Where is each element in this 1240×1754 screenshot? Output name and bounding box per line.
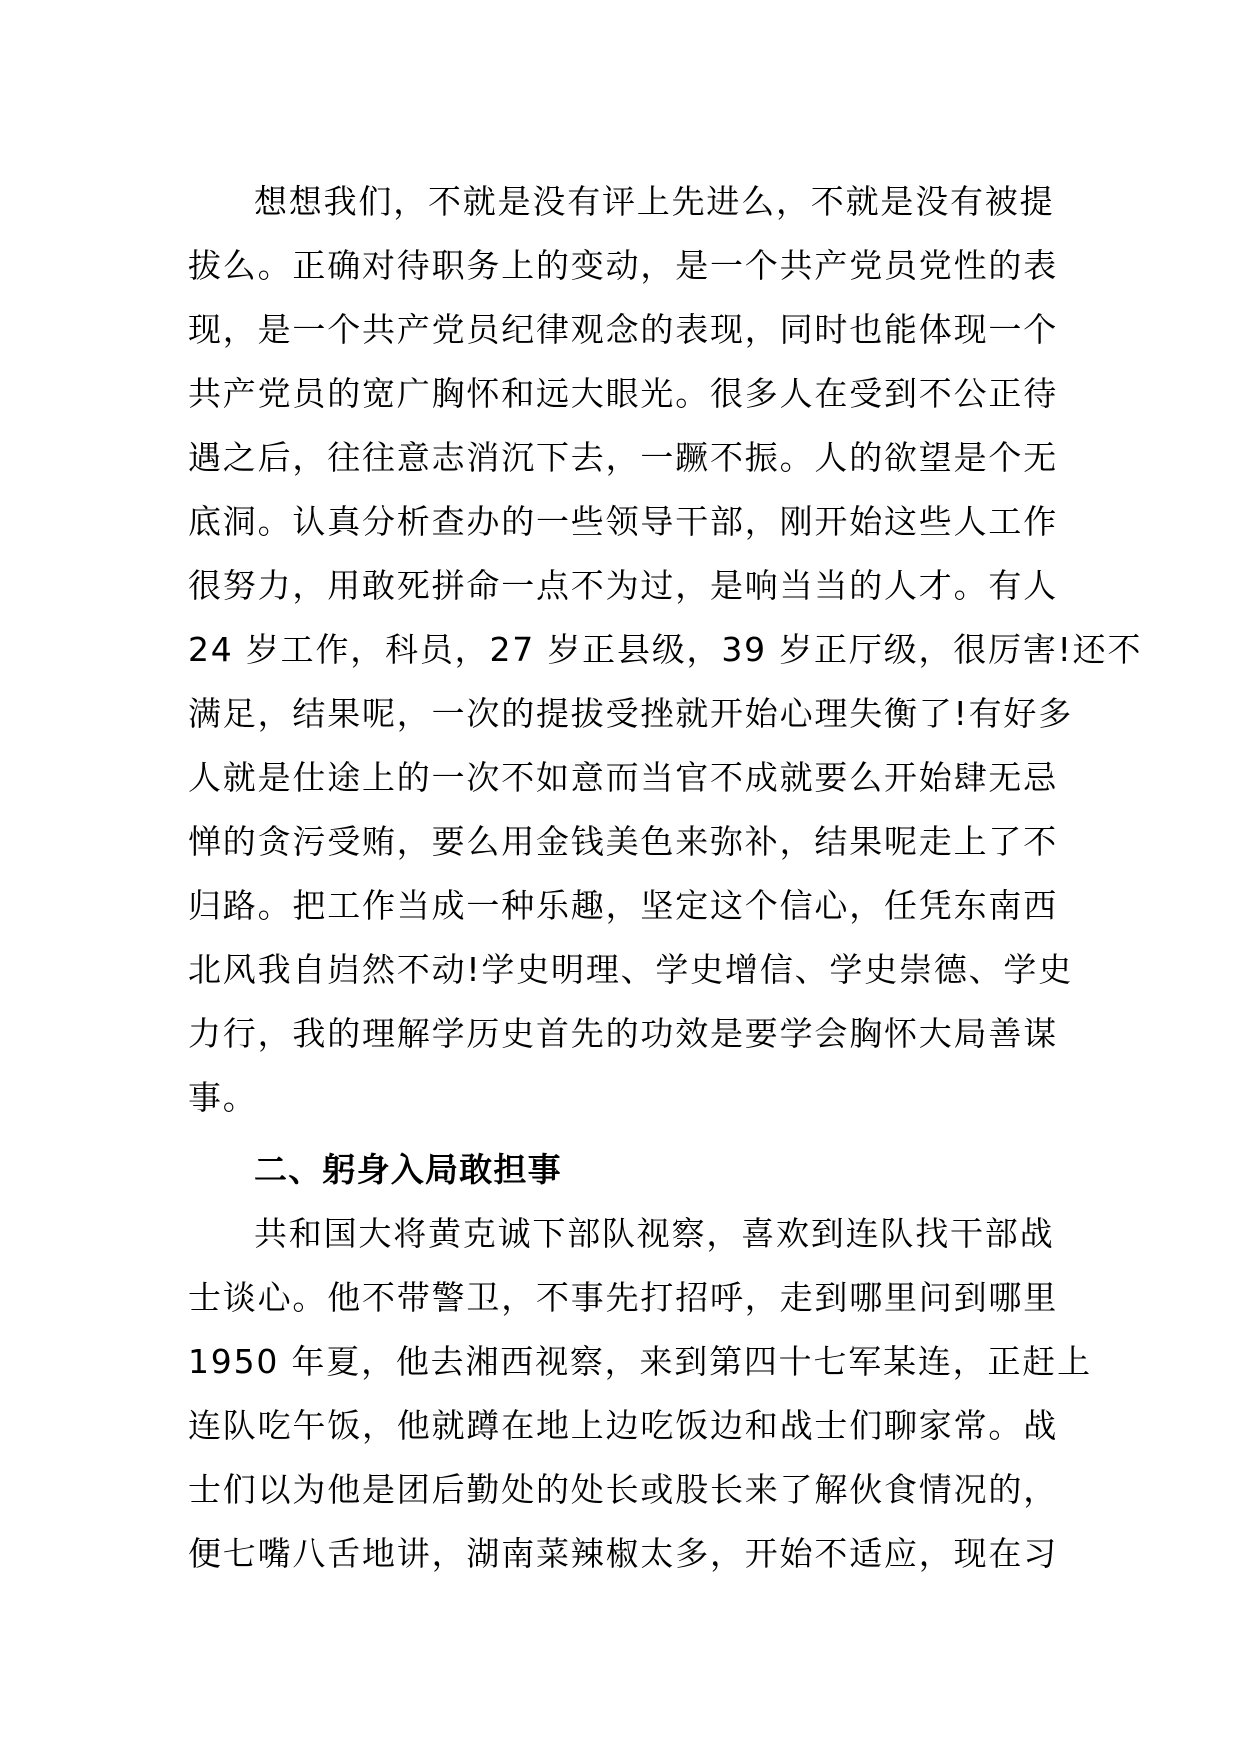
paragraph-line: 人就是仕途上的一次不如意而当官不成就要么开始肆无忌 <box>188 758 1058 797</box>
paragraph-line: 现，是一个共产党员纪律观念的表现，同时也能体现一个 <box>188 310 1058 349</box>
paragraph-line: 很努力，用敢死拼命一点不为过，是响当当的人才。有人 <box>188 566 1058 605</box>
paragraph-line: 士谈心。他不带警卫，不事先打招呼，走到哪里问到哪里 <box>188 1278 1058 1317</box>
paragraph-line: 力行，我的理解学历史首先的功效是要学会胸怀大局善谋 <box>188 1014 1058 1053</box>
paragraph-line: 士们以为他是团后勤处的处长或股长来了解伙食情况的， <box>188 1470 1058 1509</box>
paragraph-line: 拔么。正确对待职务上的变动，是一个共产党员党性的表 <box>188 246 1058 285</box>
paragraph-line: 1950 年夏，他去湘西视察，来到第四十七军某连，正赶上 <box>188 1342 1092 1381</box>
paragraph-line: 共产党员的宽广胸怀和远大眼光。很多人在受到不公正待 <box>188 374 1058 413</box>
paragraph-line: 共和国大将黄克诚下部队视察，喜欢到连队找干部战 <box>254 1214 1055 1253</box>
paragraph-line: 北风我自岿然不动!学史明理、学史增信、学史崇德、学史 <box>188 950 1074 989</box>
paragraph-line: 归路。把工作当成一种乐趣，坚定这个信心，任凭东南西 <box>188 886 1058 925</box>
paragraph-line: 连队吃午饭，他就蹲在地上边吃饭边和战士们聊家常。战 <box>188 1406 1058 1445</box>
document-body <box>188 170 1143 1586</box>
paragraph-line: 事。 <box>188 1078 258 1117</box>
paragraph-line: 24 岁工作，科员，27 岁正县级，39 岁正厅级，很厉害!还不 <box>188 630 1143 669</box>
paragraph-line: 便七嘴八舌地讲，湖南菜辣椒太多，开始不适应，现在习 <box>188 1534 1058 1573</box>
paragraph-line: 想想我们，不就是没有评上先进么，不就是没有被提 <box>254 182 1055 221</box>
paragraph-line: 遇之后，往往意志消沉下去，一蹶不振。人的欲望是个无 <box>188 438 1058 477</box>
section-heading: 二、躬身入局敢担事 <box>254 1150 562 1189</box>
paragraph-line: 底洞。认真分析查办的一些领导干部，刚开始这些人工作 <box>188 502 1058 541</box>
paragraph-line: 惮的贪污受贿，要么用金钱美色来弥补，结果呢走上了不 <box>188 822 1058 861</box>
paragraph-line: 满足，结果呢，一次的提拔受挫就开始心理失衡了!有好多 <box>188 694 1074 733</box>
